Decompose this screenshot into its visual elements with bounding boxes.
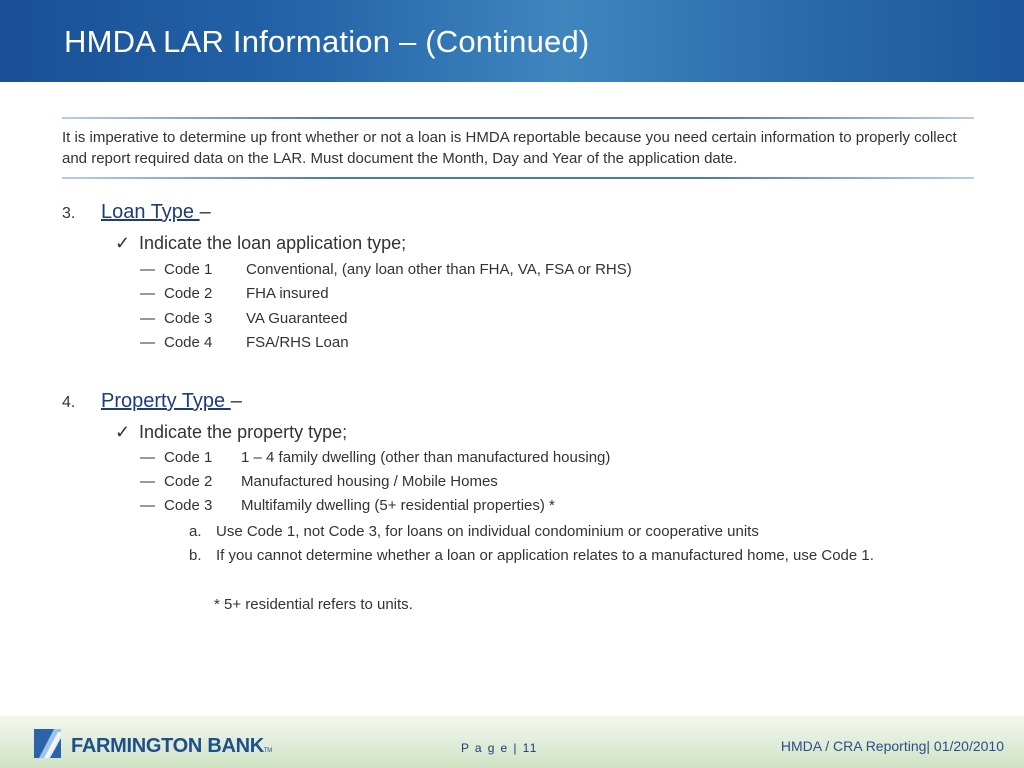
dash-bullet-icon: —	[140, 473, 155, 490]
section-3-title	[101, 201, 211, 224]
section-3-code-2	[140, 285, 329, 302]
section-4-subitem-b	[189, 547, 874, 564]
checkmark-icon: ✓	[115, 422, 131, 442]
footnote: * 5+ residential refers to units.	[214, 596, 413, 613]
code-label: Code 4	[164, 334, 213, 351]
subitem-label: b.	[189, 547, 202, 564]
intro-paragraph: It is imperative to determine up front whether or not a loan is HMDA reportable because you need certain information to properly collect and report required data on the LAR. Must document the Month, Day and Year of the application date.	[62, 129, 957, 167]
section-4-title-dash: –	[230, 390, 242, 412]
code-description: FSA/RHS Loan	[246, 334, 349, 351]
dash-bullet-icon: —	[140, 334, 155, 351]
section-4-code-3	[140, 497, 555, 514]
dash-bullet-icon: —	[140, 497, 155, 514]
checkmark-icon: ✓	[115, 233, 131, 253]
section-4-check-item	[115, 422, 347, 443]
farmington-bank-logo-icon	[34, 729, 61, 758]
code-description: Conventional, (any loan other than FHA, VA, FSA or RHS)	[246, 261, 632, 278]
section-3-check-text: Indicate the loan application type;	[139, 233, 407, 253]
section-4-subitem-a	[189, 523, 759, 540]
code-label: Code 3	[164, 497, 213, 514]
code-description: Multifamily dwelling (5+ residential properties) *	[241, 497, 555, 514]
code-description: Manufactured housing / Mobile Homes	[241, 473, 498, 490]
section-3-code-1	[140, 261, 632, 278]
top-divider	[62, 117, 974, 119]
logo-trademark: TM	[263, 748, 272, 754]
section-4-title-text: Property Type	[101, 390, 231, 412]
code-label: Code 1	[164, 449, 213, 466]
section-4-title	[101, 390, 242, 413]
logo-wordmark	[71, 735, 272, 758]
subitem-text: Use Code 1, not Code 3, for loans on individual condominium or cooperative units	[216, 523, 759, 540]
code-label: Code 2	[164, 473, 213, 490]
code-label: Code 3	[164, 310, 213, 327]
section-4-check-text: Indicate the property type;	[139, 422, 348, 442]
title-bar	[0, 0, 1024, 82]
footer-report-label: HMDA / CRA Reporting| 01/20/2010	[780, 738, 1004, 754]
code-description: VA Guaranteed	[246, 310, 348, 327]
subitem-label: a.	[189, 523, 202, 540]
page-number: P a g e | 11	[461, 741, 538, 755]
bottom-divider	[62, 177, 974, 179]
code-description: 1 – 4 family dwelling (other than manufactured housing)	[241, 449, 611, 466]
code-description: FHA insured	[246, 285, 329, 302]
section-4-code-2	[140, 473, 498, 490]
section-3-title-text: Loan Type	[101, 201, 200, 223]
section-3-title-dash: –	[199, 201, 211, 223]
dash-bullet-icon: —	[140, 449, 155, 466]
dash-bullet-icon: —	[140, 285, 155, 302]
code-label: Code 2	[164, 285, 213, 302]
code-label: Code 1	[164, 261, 213, 278]
dash-bullet-icon: —	[140, 310, 155, 327]
slide-title: HMDA LAR Information – (Continued)	[64, 24, 590, 59]
section-4-code-1	[140, 449, 611, 466]
section-4-number: 4.	[62, 394, 76, 411]
logo-text: FARMINGTON BANK	[71, 735, 264, 757]
dash-bullet-icon: —	[140, 261, 155, 278]
section-3-check-item	[115, 233, 406, 254]
footer-bar	[0, 716, 1024, 768]
section-3-number: 3.	[62, 205, 76, 222]
section-3-code-3	[140, 310, 348, 327]
subitem-text: If you cannot determine whether a loan or application relates to a manufactured home, use Code 1.	[216, 547, 874, 564]
section-3-code-4	[140, 334, 349, 351]
